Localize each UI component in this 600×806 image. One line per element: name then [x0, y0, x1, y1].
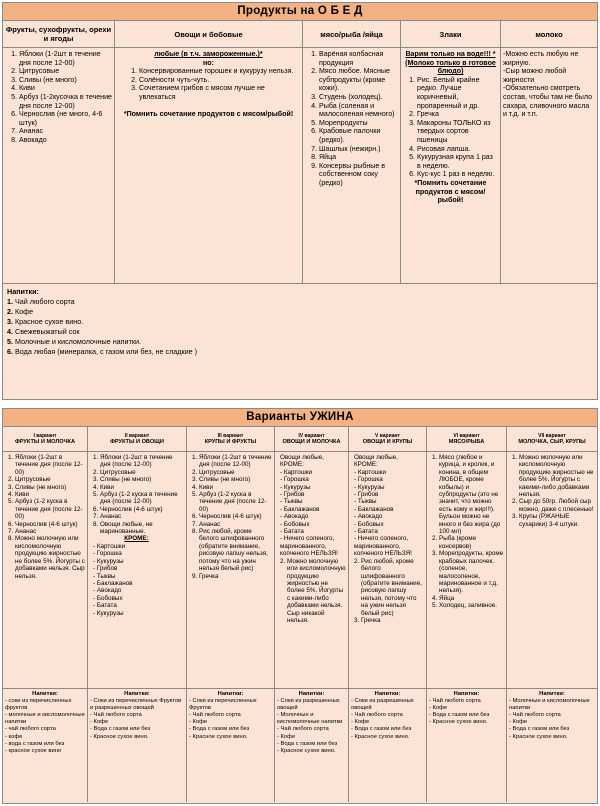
list-item: - Грибов	[93, 565, 118, 573]
meat-list	[305, 50, 398, 188]
drinks-title: Напитки:	[124, 691, 150, 697]
list-item: 2. Сыр до 50гр. Любой сыр можно, даже с плесенью!	[519, 498, 595, 513]
list-item: - Грибов	[354, 491, 379, 499]
drinks-title: Напитки:	[453, 691, 480, 697]
list-item: 5. Морепродукты	[319, 119, 398, 128]
vegetables-intro: любые (в т.ч. замороженные.)*	[154, 50, 263, 58]
dinner-drinks-6	[427, 688, 507, 802]
list-item: 1. Консервированные горошек и кукурузу нельзя.	[139, 67, 300, 76]
drink-item: - Вода с газом или без	[277, 740, 338, 747]
drink-item: 2. Кофе	[7, 307, 34, 316]
dinner-header-2: II вариант ФРУКТЫ И ОВОЩИ	[88, 427, 187, 452]
lunch-col-header-grains: Злаки	[401, 21, 501, 48]
list-item: 2. Рис любой, кроме белого шлифованного (обратите внимание, рисовую лапшу нельзя, потому что на ужин нельзя белый рис)	[361, 558, 424, 617]
list-item: 4. Киви	[100, 484, 184, 491]
drink-item: - Чай любого сорта	[277, 726, 329, 733]
drinks-title: Напитки:	[298, 691, 325, 697]
list-item: 2. Можно молочную или кисломолочную продукцию жирностью не более 5%. Йогурты с какими-либо добавками нельзя. Сыр никакой нельзя.	[287, 558, 346, 625]
dinner-drinks-4	[275, 688, 349, 802]
vegetables-list	[117, 67, 300, 101]
dinner-drinks-2	[88, 688, 187, 802]
list-item: 5. Арбуз (1-2кусочка в течение дня после 12-00)	[19, 93, 112, 110]
list-item: 2. Мясо любое. Мясные субпродукты (кроме кожи).	[319, 67, 398, 93]
lunch-header-row	[3, 21, 597, 48]
drinks-title: Напитки:	[374, 691, 401, 697]
drink-item: 4. Свежевыжатый сок	[7, 327, 80, 336]
drink-item: - Кофе	[509, 719, 528, 726]
drink-item: - Кофе	[351, 719, 370, 726]
drink-item: - кофе	[5, 733, 23, 740]
dinner-list-5	[350, 558, 424, 625]
dinner-header-1: I вариант ФРУКТЫ И МОЛОЧКА	[3, 427, 88, 452]
list-item: - Баклажанов	[354, 505, 394, 513]
dinner-col-6	[427, 452, 507, 688]
list-item: - Авокадо	[354, 513, 383, 521]
list-item: 8. Яйца	[319, 153, 398, 162]
list-item: 2. Гречка	[417, 110, 498, 119]
list-item: 5. Кукурузная крупа 1 раз в неделю.	[417, 153, 498, 170]
list-item: 3. Сливы (не много)	[100, 476, 184, 483]
list-item: - Авокадо	[280, 513, 309, 521]
list-item: 1. Яблоки (1-2шт в течение дня после 12-00)	[19, 50, 112, 67]
list-item: - Бобовых	[280, 520, 310, 528]
milk-line: -Сыр можно любой жирности	[503, 67, 567, 84]
grains-note: *Помнить сочетание продуктов с мясом/рыбой!	[414, 178, 487, 205]
list-item: 6. Чернослив (4-6 штук)	[15, 521, 85, 528]
dinner-header-6: VI вариант МЯСО/РЫБА	[427, 427, 507, 452]
dinner-list-3	[188, 454, 272, 580]
lunch-drinks-title: Напитки:	[7, 287, 39, 296]
dinner-list-4	[276, 558, 346, 625]
list-item: 3. Сливы (не много)	[199, 476, 272, 483]
dinner-list-2	[89, 454, 184, 535]
drink-item: - Соки из перечисленных Фруктов и разрешенных овощей	[90, 698, 182, 712]
drink-item: - Красное сухое вино.	[277, 747, 336, 754]
list-item: 8. Авокадо	[19, 136, 112, 145]
list-item: 6. Чернослив (4-6 штук)	[100, 506, 184, 513]
list-item: 3. Сочетанием грибов с мясом лучше не увлекаться	[139, 84, 300, 101]
drink-item: - Вода с газом или без	[429, 712, 490, 719]
list-item: 7. Ананас	[100, 513, 184, 520]
drink-item: - Вода с газом или без	[189, 726, 250, 733]
list-item: 2. Цитрусовые	[15, 476, 85, 483]
drinks-title: Напитки:	[217, 691, 244, 697]
drink-item: - Кофе	[189, 719, 208, 726]
list-item: - Грибов	[280, 491, 305, 499]
list-item: 1. Яблоки (1-2шт в течение дня (после 12-00)	[199, 454, 272, 469]
list-item: 4. Киви	[15, 491, 85, 498]
drink-item: - Молочные и кисломолочные напитки	[509, 698, 590, 712]
drink-item: - соки из перечисленных фруктов	[5, 698, 72, 712]
list-item: 3. Гречка	[361, 617, 424, 624]
dinner-col-7	[507, 452, 597, 688]
dinner-drinks-3	[187, 688, 275, 802]
lunch-section	[2, 2, 598, 400]
list-item: 8. Можно молочную или кисломолочную продукцию жирностью не более 5%. Йогурты с добавками нельзя. Сыр нельзя.	[15, 535, 85, 579]
list-item: - Горошка	[354, 476, 383, 484]
list-item: 2. Цитрусовые	[19, 67, 112, 76]
lunch-col-header-milk: молоко	[501, 21, 597, 48]
list-item: - Авокадо	[93, 587, 122, 595]
drink-item: - Молочные и кисломолочные напитки	[277, 712, 343, 726]
list-item: 6. Чернослив (не много, 4-6 штук)	[19, 110, 112, 127]
drink-item: - Соки из разрешенных овощей	[277, 698, 340, 712]
drink-item: 1. Чай любого сорта	[7, 297, 75, 306]
list-item: 1. Яблоки (1-2шт в течение дня (после 12-00)	[15, 454, 85, 476]
dinner-5-head: Овощи любые,	[354, 454, 398, 461]
list-item: 2. Солёности чуть-чуть.	[139, 76, 300, 85]
list-item: 7. Ананас	[15, 528, 85, 535]
dinner-drinks-1	[3, 688, 88, 802]
grains-intro: Варим только на воде!!! * (Молоко только в готовое блюдо)	[405, 50, 496, 76]
list-item: - Кукурузы	[93, 609, 124, 617]
dinner-header-4: IV вариант ОВОЩИ И МОЛОЧКА	[275, 427, 349, 452]
krome-label: КРОМЕ:	[124, 535, 149, 543]
dinner-4-head: Овощи любые,	[280, 454, 324, 461]
drink-item: - Чай любого сорта	[429, 698, 481, 705]
list-item: 2. Рыба (кроме консервов)	[439, 535, 504, 550]
drinks-title: Напитки:	[32, 691, 58, 697]
list-item: - Горошка	[280, 476, 309, 484]
list-item: 1. Варёная колбасная продукция	[319, 50, 398, 67]
dinner-4-head: КРОМЕ:	[280, 461, 304, 469]
drinks-title: Напитки:	[539, 691, 565, 697]
list-item: 4. Яйца	[439, 595, 504, 602]
dinner-list-1	[4, 454, 85, 580]
list-item: - Батата	[280, 528, 304, 536]
list-item: 3. Морепродукты, кроме крабовых палочек. (соленое, малосоленое, маринованное и т.д. нельзя).	[439, 550, 504, 594]
list-item: - Бобовых	[354, 520, 384, 528]
milk-line: -Обязательно смотреть состав, чтобы там не было сахара, сливочного масла и т.д. и т.п.	[503, 84, 593, 119]
drink-item: - Красное сухое вино.	[90, 733, 149, 740]
drink-item: - Соки из перечисленных Фруктов	[189, 698, 257, 712]
dinner-list-7	[508, 454, 595, 528]
dinner-col-1	[3, 452, 88, 688]
list-item: - Горошка	[93, 550, 122, 558]
drink-item: - Соки из разрешенных овощей	[351, 698, 414, 712]
drink-item: - вода с газом или без	[5, 740, 65, 747]
milk-line: -Можно есть любую не жирную.	[503, 50, 579, 67]
dinner-drinks-row	[3, 688, 597, 802]
dinner-header-5: V вариант ОВОЩИ И КРУПЫ	[349, 427, 427, 452]
dinner-header-3: III вариант КРУПЫ И ФРУКТЫ	[187, 427, 275, 452]
lunch-body-row	[3, 48, 597, 283]
list-item: 3. Макароны ТОЛЬКО из твердых сортов пшеницы	[417, 119, 498, 145]
drink-item: - Чай любого сорта	[351, 712, 403, 719]
list-item: - Батата	[93, 602, 117, 610]
list-item: 2. Цитрусовые	[100, 469, 184, 476]
list-item: - Тыквы	[354, 498, 377, 506]
list-item: - Кукурузы	[93, 557, 124, 565]
list-item: 9. Гречка	[199, 573, 272, 580]
list-item: 6. Кус-кус 1 раз в неделю.	[417, 170, 498, 179]
lunch-drinks	[3, 283, 597, 405]
list-item: 1. Можно молочную или кисломолочную продукцию жирностью не более 5%. Йогурты с какими-либо добавками нельзя.	[519, 454, 595, 498]
list-item: 6. Крабовые палочки (редко).	[319, 127, 398, 144]
list-item: - Кукурузы	[280, 483, 311, 491]
lunch-col-vegetables	[115, 48, 303, 283]
dinner-col-3	[187, 452, 275, 688]
list-item: 1. Рис. Белый крайне редко. Лучше коричневый, пропаренный и др.	[417, 76, 498, 110]
drink-item: - Кофе	[429, 705, 448, 712]
drink-item: - красное сухое вино	[5, 747, 62, 754]
list-item: - Ничего соленого, маринованного, копченого НЕЛЬЗЯ!	[280, 535, 338, 558]
dinner-header-row	[3, 427, 597, 452]
list-item: 5. Холодец, заливное.	[439, 602, 504, 609]
list-item: - Баклажанов	[280, 505, 320, 513]
list-item: - Баклажанов	[93, 579, 133, 587]
list-item: 5. Арбуз (1-2 куска в течение дня (после 12-00)	[100, 491, 184, 506]
drink-item: - Вода с газом или без	[90, 726, 151, 733]
dinner-col-2	[88, 452, 187, 688]
drink-item: - Чай любого сорта	[509, 712, 561, 719]
lunch-col-meat	[303, 48, 401, 283]
list-item: 9. Консервы рыбные в собственном соку (редко)	[319, 162, 398, 188]
dinner-body-row	[3, 452, 597, 688]
list-item: 5. Арбуз (1-2 куска в течение дня (после 12-00)	[15, 498, 85, 520]
list-item: 3. Студень (холодец).	[319, 93, 398, 102]
list-item: 1. Мясо (любое и курица, и кролик, и конина, в общем ЛЮБОЕ, кроме кобылы) и субпродукты (это не значит, что можно есть кому и жир!!!). Бульон можно не много и без жира (до 100 мл)	[439, 454, 504, 535]
list-item: 3. Сливы (не много)	[19, 76, 112, 85]
vegetables-but: но:	[203, 58, 214, 67]
dinner-drinks-7	[507, 688, 597, 802]
list-item: - Картошки	[280, 468, 313, 476]
lunch-col-header-meat: мясо/рыба /яйца	[303, 21, 401, 48]
lunch-col-fruits	[3, 48, 115, 283]
lunch-col-header-fruits: Фрукты, сухофрукты, орехи и ягоды	[3, 21, 115, 48]
dinner-section	[2, 408, 598, 804]
list-item: 6. Чернослив (4-6 штук)	[199, 513, 272, 520]
list-item: 4. Киви	[199, 484, 272, 491]
dinner-list-6	[428, 454, 504, 610]
list-item: - Бобовых	[93, 594, 123, 602]
list-item: 7. Ананас	[19, 127, 112, 136]
drink-item: - Вода с газом или без	[509, 726, 570, 733]
lunch-fruits-list	[5, 50, 112, 145]
lunch-col-grains	[401, 48, 501, 283]
dinner-5-head: КРОМЕ:	[354, 461, 378, 469]
vegetables-note: *Помнить сочетание продуктов с мясом/рыбой!	[123, 109, 294, 118]
drink-item: - Чай любого сорта	[189, 712, 241, 719]
list-item: - Тыквы	[280, 498, 303, 506]
dinner-col-5	[349, 452, 427, 688]
lunch-title: Продукты на О Б Е Д	[3, 3, 597, 21]
list-item: 4. Киви	[19, 84, 112, 93]
drink-item: - Красное сухое вино.	[351, 733, 410, 740]
drink-item: 6. Вода любая (минералка, с газом или без, не сладкие )	[7, 347, 198, 356]
drink-item: - Красное сухое вино.	[509, 733, 568, 740]
list-item: 1. Яблоки (1-2шт в течение дня (после 12-00)	[100, 454, 184, 469]
grains-list	[403, 76, 498, 179]
drink-item: - молочные и кисломолочные напитки	[5, 712, 85, 726]
list-item: 5. Арбуз (1-2 куска в течение дня (после 12-00)	[199, 491, 272, 513]
dinner-header-7: VII вариант МОЛОЧКА, СЫР, КРУПЫ	[507, 427, 597, 452]
drink-item: - Кофе	[277, 733, 296, 740]
drink-item: 5. Молочные и кисломолочные напитки.	[7, 337, 142, 346]
list-item: - Картошки	[93, 542, 126, 550]
dinner-col-4	[275, 452, 349, 688]
drink-item: - Вода с газом или без	[351, 726, 412, 733]
list-item: - Батата	[354, 528, 378, 536]
drink-item: 3. Красное сухое вино.	[7, 317, 84, 326]
list-item: 3. Крупы (РЖАНЫЕ сухарики) 3-4 штуки.	[519, 513, 595, 528]
list-item: 3. Сливы (не много)	[15, 484, 85, 491]
list-item: 8. Овощи любые, не маринованные.	[100, 521, 184, 536]
list-item: - Ничего соленого, маринованного, копченого НЕЛЬЗЯ!	[354, 535, 412, 558]
list-item: - Тыквы	[93, 572, 116, 580]
drink-item: - Красное сухое вино.	[189, 733, 248, 740]
lunch-col-header-vegetables: Овощи и бобовые	[115, 21, 303, 48]
list-item: 4. Рыба (соленая и малосоленая немного)	[319, 102, 398, 119]
list-item: 4. Рисовая лапша.	[417, 145, 498, 154]
list-item: 2. Цитрусовые	[199, 469, 272, 476]
drink-item: - Красное сухое вино.	[429, 719, 488, 726]
drink-item: - Кофе	[90, 719, 109, 726]
list-item: 7. Шашлык (нежирн.)	[319, 145, 398, 154]
drink-item: - Чай любого сорта	[90, 712, 142, 719]
list-item: 8. Рис любой, кроме белого шлифованного (обратите внимание, рисовую лапшу нельзя, потому что на ужин нельзя белый рис)	[199, 528, 272, 572]
list-item: - Картошки	[354, 468, 387, 476]
dinner-title: Варианты УЖИНА	[3, 409, 597, 427]
list-item: 7. Ананас	[199, 521, 272, 528]
list-item: - Кукурузы	[354, 483, 385, 491]
dinner-drinks-5	[349, 688, 427, 802]
drink-item: - чай любого сорта	[5, 726, 56, 733]
lunch-col-milk	[501, 48, 597, 283]
